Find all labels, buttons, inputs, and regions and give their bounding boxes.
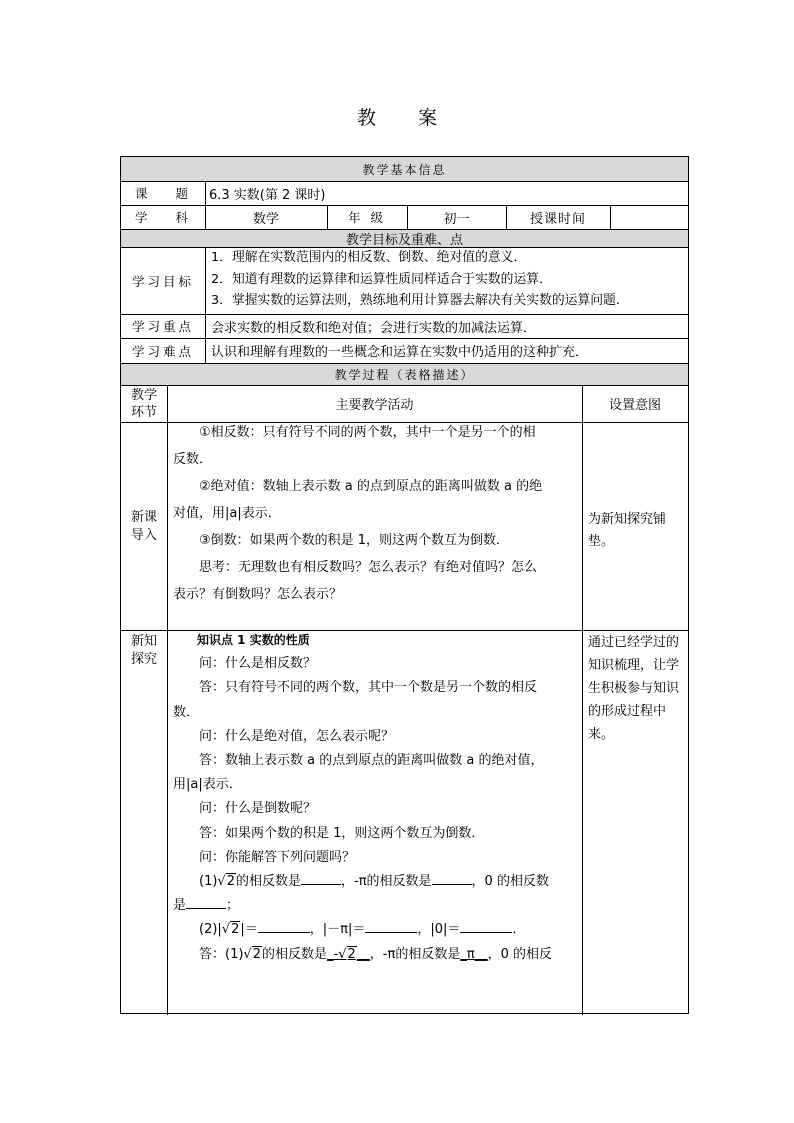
answer-blank[interactable] [258,920,310,933]
ans-text-d: ，-π的相反数是 [369,946,461,962]
ans-prefix: 答：(1) [199,946,244,962]
q1-text-d: ，0 的相反数 [471,874,549,890]
intro-line: ③倒数：如果两个数的积是 1，则这两个数互为倒数． [199,533,510,548]
topic-label-a: 课 [135,186,151,201]
intro-line: 对值，用|a|表示． [173,506,281,521]
explore-line: 答：数轴上表示数 a 的点到原点的距离叫做数 a 的绝对值， [199,753,544,769]
answer-blank[interactable] [460,920,512,933]
q1-text-c: ，-π的相反数是 [341,874,432,890]
q1-text-e: 是 [173,898,187,914]
section-goals: 教学目标及重难、点 [345,232,463,247]
ans-radicand-2: 2 [347,946,356,962]
explore-line: 答：只有符号不同的两个数，其中一个数是另一个数的相反 [199,680,538,696]
q1-text-b: 的相反数是 [236,874,302,890]
lesson-plan-table [120,156,689,1014]
explore-line: 数． [173,704,200,720]
time-label: 授课时间 [529,211,586,227]
goals-list [211,247,629,312]
ans-text-f: ，0 的相反 [487,946,553,962]
intro-line: 反数． [173,452,213,467]
intro-content [173,419,542,608]
intro-intent: 为新知探究铺垫。 [588,512,667,549]
explore-stage: 新知探究 [130,634,157,667]
q1-prefix: (1) [199,874,218,890]
subject-label [121,205,205,229]
q2-radicand: 2 [231,922,240,938]
subject-label-a: 学 [135,210,151,225]
grade-label: 年 级 [348,210,386,225]
explore-line: 问：什么是倒数呢？ [199,801,317,817]
subject-value: 数学 [252,211,279,227]
q2-text-d: ，|0|＝ [417,922,461,938]
explore-line: 问：什么是绝对值，怎么表示呢？ [199,728,395,744]
intro-stage: 新课导入 [130,510,157,543]
ans-radicand: 2 [252,946,261,962]
document-title: 教 案 [356,107,456,129]
goal-item: 2．知道有理数的运算律和运算性质同样适合于实数的运算． [211,271,552,287]
q2-prefix: (2)| [199,922,222,938]
intro-line: 表示？有倒数吗？怎么表示？ [173,587,343,602]
explore-line: 问：什么是相反数？ [199,656,317,672]
topic-value: 6.3 实数(第 2 课时) [209,187,326,203]
explore-intent: 通过已经学过的知识梳理，让学生积极参与知识的形成过程中来。 [588,635,680,742]
ans-filled-2: _π__ [460,946,488,962]
q2-text-e: ． [512,922,526,938]
header-activity: 主要教学活动 [335,398,414,413]
topic-label [121,181,205,205]
goal-item: 1．理解在实数范围内的相反数、倒数、绝对值的意义． [211,250,527,265]
answer-blank[interactable] [365,920,417,933]
explore-line: 答：如果两个数的积是 1，则这两个数互为倒数． [199,825,485,841]
header-stage: 教学环节 [130,388,157,420]
q2-text-b: |＝ [240,922,258,938]
time-value [610,205,688,229]
answer-blank[interactable] [432,872,472,885]
intro-line: 思考：无理数也有相反数吗？怎么表示？有绝对值吗？怎么 [199,560,538,575]
explore-line: 用|a|表示． [173,777,242,793]
ans-filled-1: _-√2__ [327,946,370,962]
explore-line: 问：你能解答下列问题吗？ [199,849,356,865]
goals-label: 学习目标 [131,273,194,289]
ans-minus: - [333,946,339,962]
topic-label-b: 题 [175,186,191,201]
ans-text-b: 的相反数是 [262,946,328,962]
answer-blank[interactable] [301,872,341,885]
key-text: 会求实数的相反数和绝对值；会进行实数的加减法运算． [211,320,537,336]
answer-line: 答：(1)√2的相反数是_-√2__，-π的相反数是_π__，0 的相反 [199,946,553,962]
ans-pi: π [466,946,475,962]
goal-item: 3．掌握实数的运算法则，熟练地利用计算器去解决有关实数的运算问题． [211,293,629,308]
question-2-line: (2)|√2|＝ ，|－π|＝ ，|0|＝ ． [199,922,526,938]
subject-label-b: 科 [175,210,191,225]
section-process: 教学过程（表格描述） [334,367,475,382]
q2-text-c: ，|－π|＝ [309,922,366,938]
grade-value: 初一 [443,211,470,227]
intro-line: ①相反数：只有符号不同的两个数，其中一个是另一个的相 [199,425,536,440]
key-label: 学习重点 [131,319,194,334]
header-intent: 设置意图 [608,398,661,413]
section-basic-info: 教学基本信息 [362,162,447,177]
q1-radicand: 2 [226,874,235,890]
q1-text-f: ； [226,898,240,914]
difficulty-label: 学习难点 [131,343,194,359]
intro-line: ②绝对值：数轴上表示数 a 的点到原点的距离叫做数 a 的绝 [199,479,543,494]
knowledge-point-heading: 知识点 1 实数的性质 [197,633,310,647]
answer-blank[interactable] [186,896,226,909]
question-1-cont [173,894,552,918]
question-1-line: (1)√2的相反数是 ，-π的相反数是 ，0 的相反数 [199,874,549,890]
difficulty-text: 认识和理解有理数的一些概念和运算在实数中仍适用的这种扩充． [211,345,589,360]
explore-content [173,628,552,967]
